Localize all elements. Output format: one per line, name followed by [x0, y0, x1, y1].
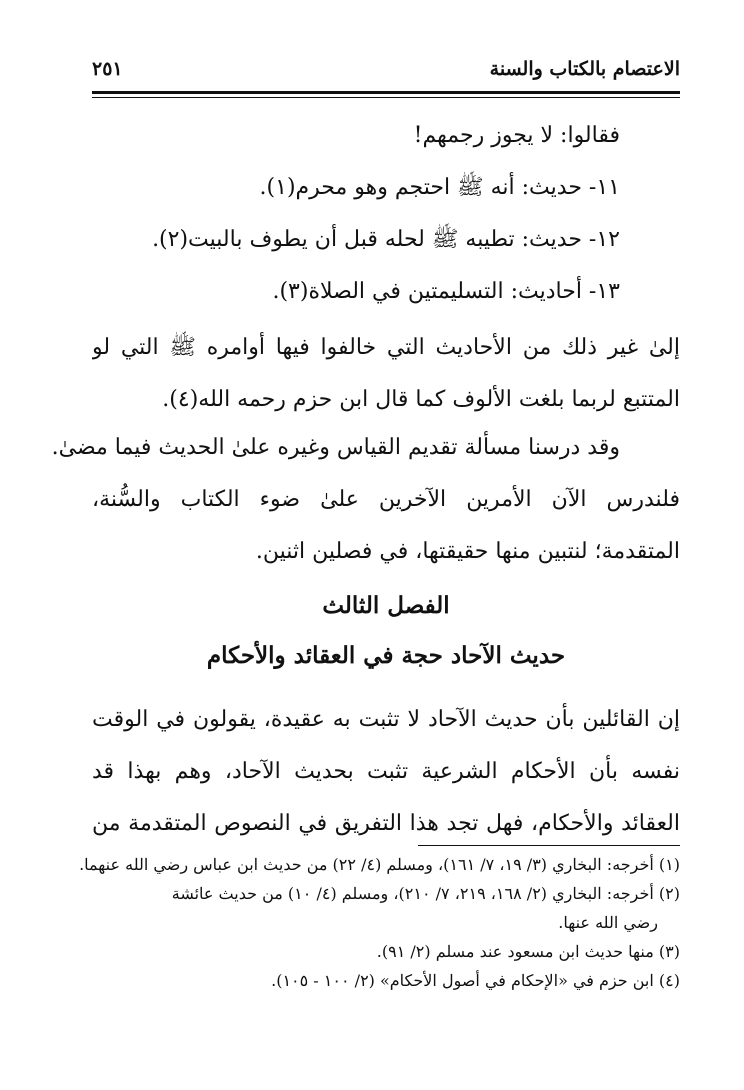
paragraph-line: العقائد والأحكام، فهل تجد هذا التفريق في النصوص المتقدمة من [92, 811, 680, 836]
section-paragraph [92, 694, 680, 850]
page-number: ٢٥١ [92, 58, 123, 80]
footnote-2-continued: رضي الله عنها. [558, 913, 658, 932]
footnotes [79, 850, 680, 995]
paragraph-line: المتتبع لربما بلغت الألوف كما قال ابن حزم رحمه الله(٤). [162, 387, 680, 412]
body-block-top [92, 110, 680, 318]
paragraph-line: وقد درسنا مسألة تقديم القياس وغيره علىٰ الحديث فيما مضىٰ. [51, 435, 620, 460]
running-title: الاعتصام بالكتاب والسنة [489, 58, 680, 80]
paragraph-1 [92, 322, 680, 426]
paragraph-line: المتقدمة؛ لنتبين منها حقيقتها، في فصلين اثنين. [255, 539, 680, 564]
chapter-title: الفصل الثالث [322, 592, 450, 619]
paragraph-3 [92, 474, 680, 578]
paragraph-2 [51, 422, 680, 474]
header-rule-thin [92, 97, 680, 98]
list-item-11: ١١- حديث: أنه ﷺ احتجم وهو محرم(١). [259, 175, 620, 200]
footnote-3: (٣) منها حديث ابن مسعود عند مسلم (٢/ ٩١). [376, 942, 680, 961]
paragraph-line: فلندرس الآن الأمرين الآخرين علىٰ ضوء الكتاب والسُّنة، [92, 487, 680, 512]
footnote-1: (١) أخرجه: البخاري (٣/ ١٩، ٧/ ١٦١)، ومسلم (٤/ ٢٢) من حديث ابن عباس رضي الله عنهما. [79, 855, 680, 874]
footnote-4: (٤) ابن حزم في «الإحكام في أصول الأحكام» (٢/ ١٠٠ - ١٠٥). [271, 971, 680, 990]
footnote-2: (٢) أخرجه: البخاري (٢/ ١٦٨، ٢١٩، ٧/ ٢١٠)، ومسلم (٤/ ١٠) من حديث عائشة [171, 884, 680, 903]
paragraph-line: إلىٰ غير ذلك من الأحاديث التي خالفوا فيها أوامره ﷺ التي لو [92, 335, 680, 360]
body-line: فقالوا: لا يجوز رجمهم! [413, 123, 620, 148]
paragraph-line: نفسه بأن الأحكام الشرعية تثبت بحديث الآحاد، وهم بهذا قد [92, 759, 680, 784]
header-rule-thick [92, 91, 680, 94]
list-item-13: ١٣- أحاديث: التسليمتين في الصلاة(٣). [272, 279, 620, 304]
footnote-separator [418, 845, 680, 846]
chapter-subtitle: حديث الآحاد حجة في العقائد والأحكام [206, 642, 566, 669]
paragraph-line: إن القائلين بأن حديث الآحاد لا تثبت به عقيدة، يقولون في الوقت [92, 707, 680, 732]
running-header [92, 56, 680, 86]
list-item-12: ١٢- حديث: تطيبه ﷺ لحله قبل أن يطوف بالبيت(٢). [152, 227, 620, 252]
